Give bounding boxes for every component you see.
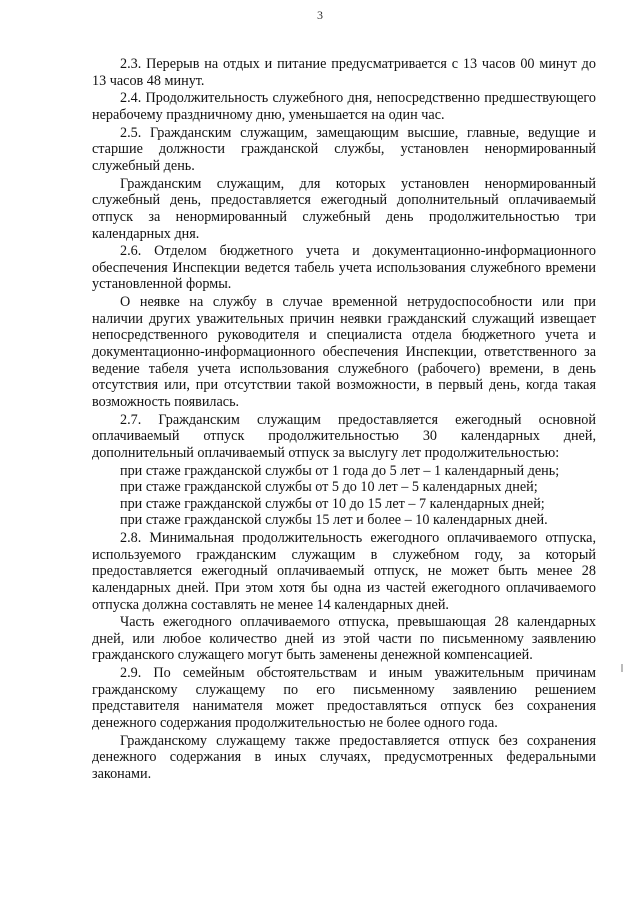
paragraph-2-5: 2.5. Гражданским служащим, замещающим высшие, главные, ведущие и старшие должности гражданской службы, установлен ненормированный служебный день.	[92, 124, 596, 174]
paragraph-2-4: 2.4. Продолжительность служебного дня, непосредственно предшествующего нерабочему праздничному дню, уменьшается на один час.	[92, 90, 596, 123]
paragraph-absence-notice: О неявке на службу в случае временной нетрудоспособности или при наличии других уважительных причин неявки гражданский служащий извещает непосредственного руководителя и специалиста отдела бюджетного учета и документационно-информационного обеспечения Инспекции, ответственного за ведение табеля учета использования служебного (рабочего) времени, в день отсутствия или, при отсутствии такой возможности, в первый день, когда такая возможность появилась.	[92, 294, 596, 410]
paragraph-2-6: 2.6. Отделом бюджетного учета и документационно-информационного обеспечения Инспекции ведется табель учета использования служебного времени установленной формы.	[92, 243, 596, 293]
paragraph-2-8: 2.8. Минимальная продолжительность ежегодного оплачиваемого отпуска, используемого гражданским служащим в служебном году, за который предоставляется ежегодный оплачиваемый отпуск, не может быть менее 28 календарных дней. При этом хотя бы одна из частей ежегодного оплачиваемого отпуска должна составлять не менее 14 календарных дней.	[92, 530, 596, 613]
list-item: при стаже гражданской службы от 1 года до 5 лет – 1 календарный день;	[120, 462, 560, 479]
paragraph-2-9: 2.9. По семейным обстоятельствам и иным уважительным причинам гражданскому служащему по его письменному заявлению решением представителя нанимателя может предоставляться отпуск без сохранения денежного содержания продолжительностью не более одного года.	[92, 665, 596, 732]
list-item: при стаже гражданской службы 15 лет и более – 10 календарных дней.	[120, 512, 548, 529]
paragraph-unregulated-day-leave: Гражданским служащим, для которых установлен ненормированный служебный день, предоставляется ежегодный дополнительный оплачиваемый отпуск за ненормированный служебный день продолжительностью три календарных дня.	[92, 175, 596, 242]
paragraph-compensation: Часть ежегодного оплачиваемого отпуска, превышающая 28 календарных дней, или любое количество дней из этой части по письменному заявлению гражданского служащего могут быть заменены денежной компенсацией.	[92, 614, 596, 664]
page-number: 3	[317, 8, 323, 22]
document-body	[92, 56, 596, 784]
paragraph-unpaid-leave: Гражданскому служащему также предоставляется отпуск без сохранения денежного содержания в иных случаях, предусмотренных федеральными законами.	[92, 732, 596, 782]
paragraph-2-3: 2.3. Перерыв на отдых и питание предусматривается с 13 часов 00 минут до 13 часов 48 минут.	[92, 56, 596, 89]
paragraph-2-7: 2.7. Гражданским служащим предоставляется ежегодный основной оплачиваемый отпуск продолжительностью 30 календарных дней, дополнительный оплачиваемый отпуск за выслугу лет продолжительностью:	[92, 411, 596, 461]
list-item: при стаже гражданской службы от 5 до 10 лет – 5 календарных дней;	[120, 479, 538, 496]
list-item: при стаже гражданской службы от 10 до 15 лет – 7 календарных дней;	[120, 495, 545, 512]
margin-mark	[621, 664, 623, 672]
